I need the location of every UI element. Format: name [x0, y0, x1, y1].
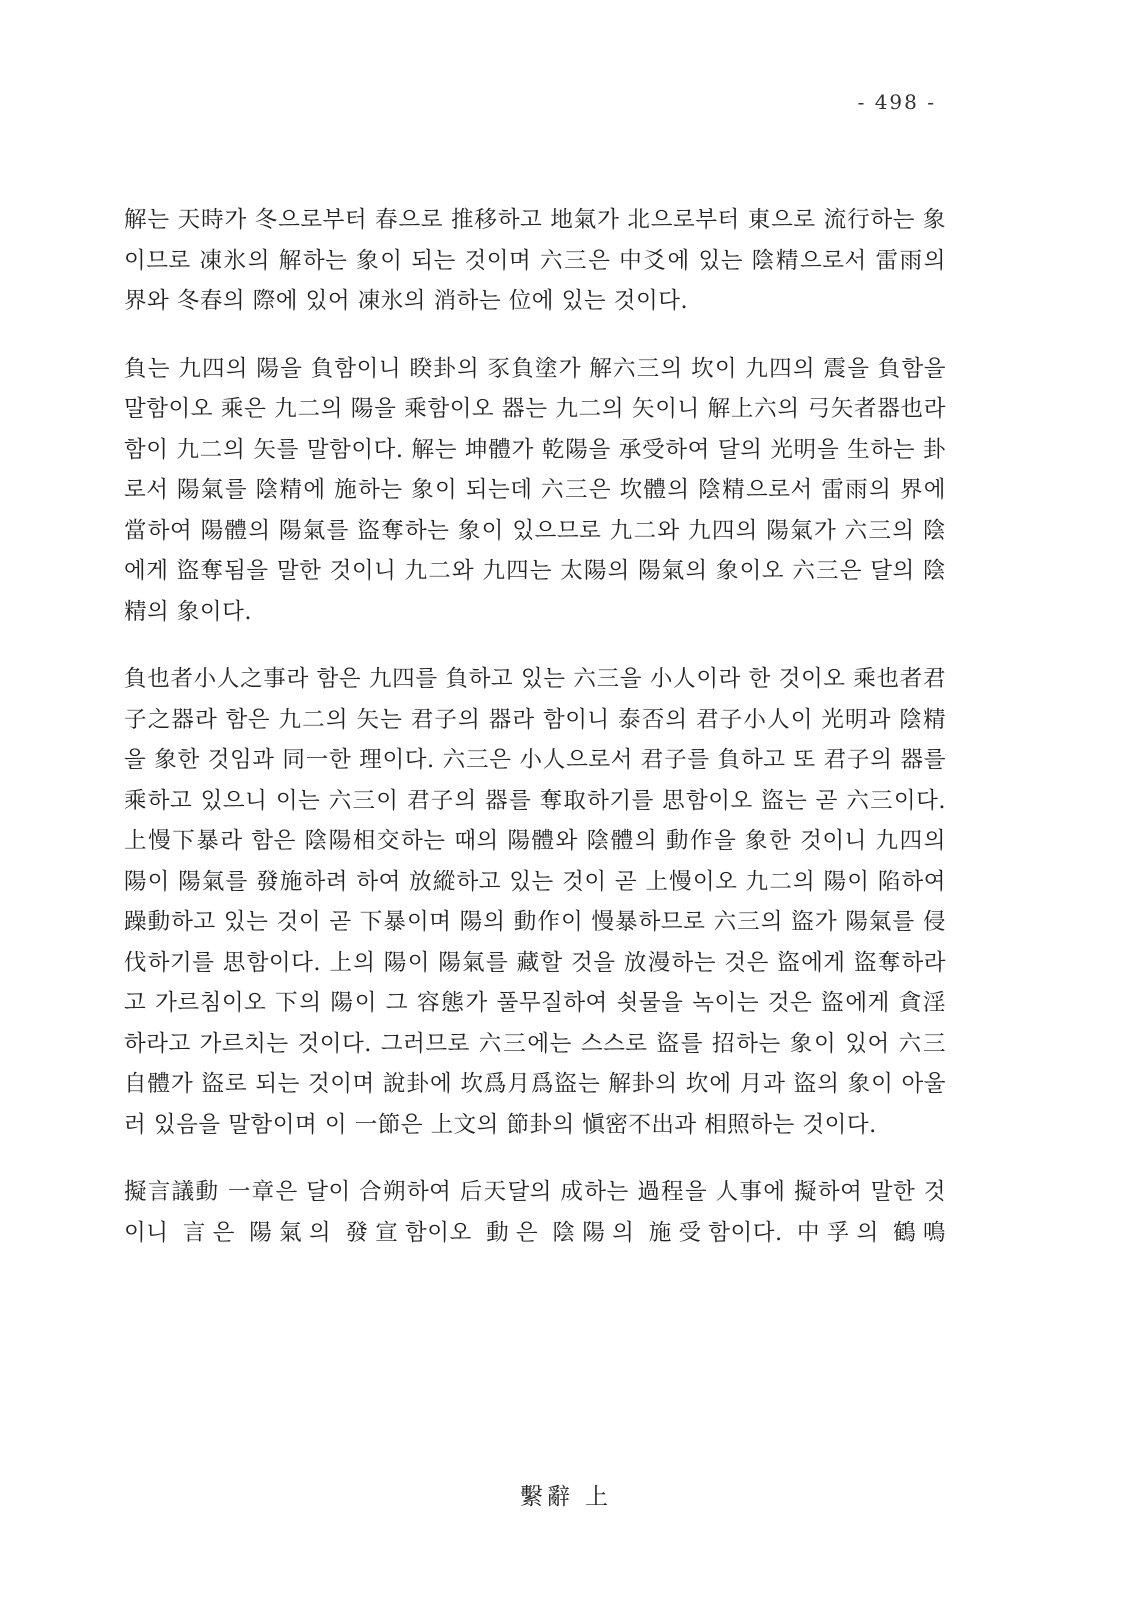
paragraph-4: 擬言議動 一章은 달이 合朔하여 后天달의 成하는 過程을 人事에 擬하여 말한 것이니 言은 陽氣의 發宣함이오 動은 陰陽의 施受함이다. 中孚의 鶴鳴	[124, 1179, 946, 1246]
body-text	[124, 200, 946, 1280]
page-number: - 498 -	[857, 90, 936, 114]
paragraph-1: 解는 天時가 冬으로부터 春으로 推移하고 地氣가 北으로부터 東으로 流行하는 象이므로 凍氷의 解하는 象이 되는 것이며 六三은 中爻에 있는 陰精으로서 雷雨의 界와 冬春의 際에 있어 凍氷의 消하는 位에 있는 것이다.	[124, 207, 946, 314]
paragraph-3: 負也者小人之事라 함은 九四를 負하고 있는 六三을 小人이라 한 것이오 乘也者君子之器라 함은 九二의 矢는 君子의 器라 함이니 泰否의 君子小人이 光明과 陰精을 象한 것임과 同一한 理이다. 六三은 小人으로서 君子를 負하고 또 君子의 器를 乘하고 있으니 이는 六三이 君子의 器를 奪取하기를 思함이오 盜는 곧 六三이다. 上慢下暴라 함은 陰陽相交하는 때의 陽體와 陰體의 動作을 象한 것이니 九四의 陽이 陽氣를 發施하려 하여 放縱하고 있는 것이 곧 上慢이오 九二의 陽이 陷하여 躁動하고 있는 것이 곧 下暴이며 陽의 動作이 慢暴하므로 六三의 盜가 陽氣를 侵伐하기를 思함이다. 上의 陽이 陽氣를 藏할 것을 放漫하는 것은 盜에게 盜奪하라고 가르침이오 下의 陽이 그 容態가 풀무질하여 쇳물을 녹이는 것은 盜에게 貪淫하라고 가르치는 것이다. 그러므로 六三에는 스스로 盜를 招하는 象이 있어 六三自體가 盜로 되는 것이며 說卦에 坎爲月爲盜는 解卦의 坎에 月과 盜의 象이 아울러 있음을 말함이며 이 一節은 上文의 節卦의 愼密不出과 相照하는 것이다.	[124, 666, 946, 1138]
paragraph-2: 負는 九四의 陽을 負함이니 睽卦의 豕負塗가 解六三의 坎이 九四의 震을 負함을 말함이오 乘은 九二의 陽을 乘함이오 器는 九二의 矢이니 解上六의 弓矢者器也라 함이 九二의 矢를 말함이다. 解는 坤體가 乾陽을 承受하여 달의 光明을 生하는 卦로서 陽氣를 陰精에 施하는 象이 되는데 六三은 坎體의 陰精으로서 雷雨의 界에 當하여 陽體의 陽氣를 盜奪하는 象이 있으므로 九二와 九四의 陽氣가 六三의 陰에게 盜奪됨을 말한 것이니 九二와 九四는 太陽의 陽氣의 象이오 六三은 달의 陰精의 象이다.	[124, 355, 946, 625]
page-footer: 繫辭 上	[519, 1484, 613, 1510]
